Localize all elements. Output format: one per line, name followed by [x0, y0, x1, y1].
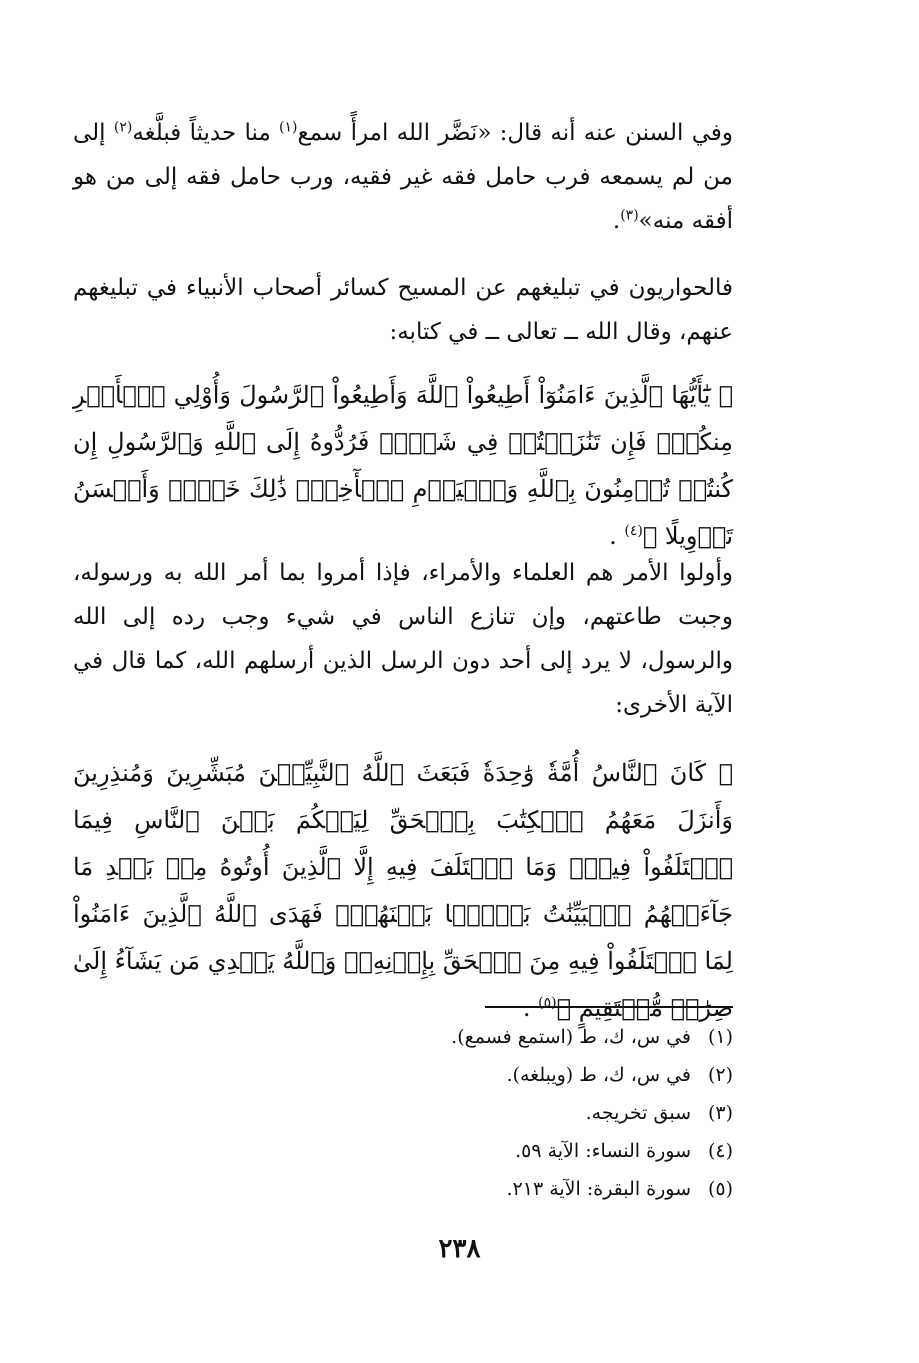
verse-open-bracket: ﴿ — [718, 759, 734, 787]
footnote-text: سبق تخريجه. — [585, 1102, 691, 1124]
verse-text: كَانَ ٱلنَّاسُ أُمَّةٗ وَٰحِدَةٗ فَبَعَثَ ٱللَّهُ ٱلنَّبِيِّـۧنَ مُبَشِّرِينَ وَمُنذِرِينَ وَأَنزَلَ مَعَهُمُ ٱلۡكِتَٰبَ بِٱلۡحَقِّ لِيَحۡكُمَ بَيۡنَ ٱلنَّاسِ فِيمَا ٱخۡتَلَفُواْ فِيهِۚ وَمَا ٱخۡتَلَفَ فِيهِ إِلَّا ٱلَّذِينَ أُوتُوهُ مِنۢ بَعۡدِ مَا جَآءَتۡهُمُ ٱلۡبَيِّنَٰتُ بَغۡيَۢا بَيۡنَهُمۡۖ فَهَدَى ٱللَّهُ ٱلَّذِينَ ءَامَنُواْ لِمَا ٱخۡتَلَفُواْ فِيهِ مِنَ ٱلۡحَقِّ بِإِذۡنِهِۦۗ وَٱللَّهُ يَهۡدِي مَن يَشَآءُ إِلَىٰ صِرَٰطٖ مُّسۡتَقِيمٍ — [73, 759, 733, 1022]
footnote-text: في س، ك، ط (ويبلغه). — [506, 1064, 691, 1086]
authority-paragraph: وأولوا الأمر هم العلماء والأمراء، فإذا أمروا بما أمر الله به ورسوله، وجبت طاعتهم، وإن تنازع الناس في شيء وجب رده إلى الله والرسول، لا يرد إلى أحد دون الرسل الذين أرسلهم الله، كما قال في الآية الأخرى: — [73, 560, 733, 718]
footnote-number: (٤) — [707, 1140, 733, 1162]
footnotes-list — [403, 1018, 733, 1208]
footnote-reference-2: (٢) — [113, 119, 133, 136]
paragraph-text: إلى من لم يسمعه فرب حامل فقه غير فقيه، ورب حامل فقه إلى من هو أفقه منه» — [73, 120, 733, 234]
footnote-reference-3: (٣) — [620, 207, 639, 224]
full-stop: . — [612, 208, 621, 234]
footnote-reference-1: (١) — [279, 119, 298, 136]
footnote-item — [403, 1018, 733, 1056]
quran-verse-nisa — [73, 372, 733, 560]
footnote-number: (٢) — [707, 1064, 733, 1086]
footnote-item — [403, 1056, 733, 1094]
full-stop: . — [609, 522, 617, 550]
footnote-number: (٥) — [707, 1178, 733, 1200]
verse-text: يَٰٓأَيُّهَا ٱلَّذِينَ ءَامَنُوٓاْ أَطِيعُواْ ٱللَّهَ وَأَطِيعُواْ ٱلرَّسُولَ وَأُوْلِي ٱلۡأَمۡرِ مِنكُمۡۖ فَإِن تَنَٰزَعۡتُمۡ فِي شَيۡءٖ فَرُدُّوهُ إِلَى ٱللَّهِ وَٱلرَّسُولِ إِن كُنتُمۡ تُؤۡمِنُونَ بِٱللَّهِ وَٱلۡيَوۡمِ ٱلۡأٓخِرِۚ ذَٰلِكَ خَيۡرٞ وَأَحۡسَنُ تَأۡوِيلًا — [73, 381, 733, 550]
footnote-number: (٣) — [707, 1102, 733, 1124]
full-stop: . — [522, 994, 531, 1022]
verse-open-bracket: ﴿ — [718, 381, 733, 409]
footnote-item — [403, 1094, 733, 1132]
page-number: ٢٣٨ — [438, 1234, 481, 1264]
footnote-text: في س، ك، ط (استمع فسمع). — [451, 1026, 691, 1048]
footnote-reference-5: (٥) — [538, 995, 557, 1011]
footnote-text: سورة البقرة: الآية ٢١٣. — [506, 1178, 691, 1200]
footnote-text: سورة النساء: الآية ٥٩. — [515, 1140, 691, 1162]
apostles-paragraph: فالحواريون في تبليغهم عن المسيح كسائر أصحاب الأنبياء في تبليغهم عنهم، وقال الله ــ تعالى ــ في كتابه: — [73, 275, 733, 345]
footnote-number: (١) — [707, 1026, 733, 1048]
verse-close-bracket: ﴾ — [642, 522, 658, 550]
footnote-reference-4: (٤) — [624, 523, 643, 539]
quran-verse-baqara — [73, 750, 733, 1032]
paragraph-text: وفي السنن عنه أنه قال: «نَضَّر الله امرأً سمع — [297, 120, 733, 146]
verse-close-bracket: ﴾ — [556, 994, 572, 1022]
footnote-item — [403, 1170, 733, 1208]
footnote-divider — [485, 1006, 733, 1008]
footnote-item — [403, 1132, 733, 1170]
paragraph-text: منا حديثاً فبلَّغه — [132, 120, 271, 146]
hadith-paragraph — [73, 111, 733, 243]
